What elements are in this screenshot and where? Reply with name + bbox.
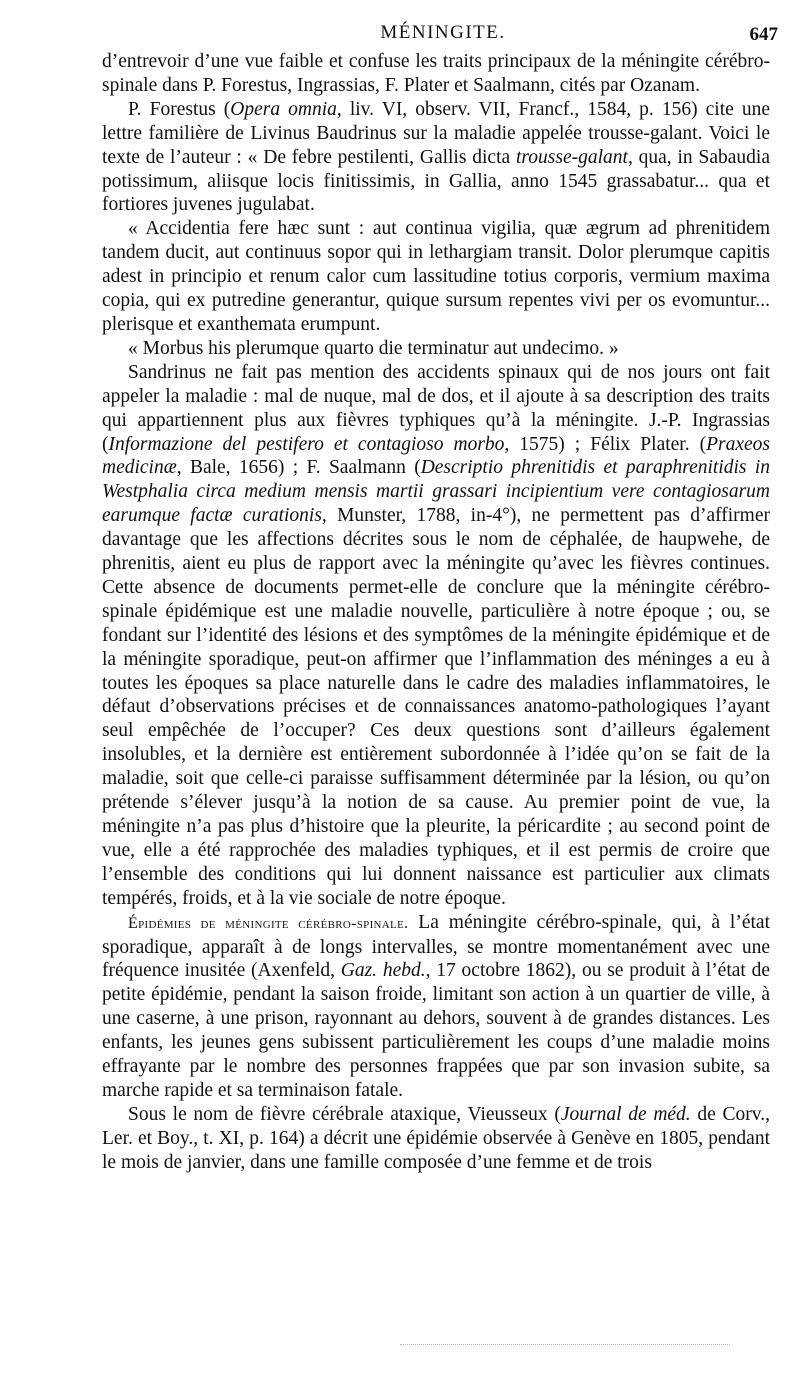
text-run: , Bale, 1656) ; F. Saalmann (: [176, 457, 421, 479]
italic-title: Praxeos medicinæ: [102, 433, 770, 479]
paragraph-1: d’entrevoir d’une vue faible et confuse les traits principaux de la méningite cérébro-spinale dans P. Forestus, Ingrassias, F. Plater et Saalmann, cités par Ozanam.: [102, 51, 770, 96]
italic-term: trousse-galant: [516, 146, 628, 168]
text-run: P. Forestus (: [128, 98, 231, 120]
paragraph-forestus: [102, 98, 770, 218]
italic-title: Gaz. hebd.: [340, 960, 426, 982]
paragraph-morbus: « Morbus his plerumque quarto die terminatur aut undecimo. »: [128, 337, 619, 359]
text-run: Sandrinus ne fait pas mention des accidents spinaux qui de nos jours ont fait appeler la maladie : mal de nuque, mal de dos, et il ajoute à sa description des traits qui appartiennent plus aux fièvres typhiques qu’à la méningite. J.-P. Ingrassias (: [102, 361, 770, 455]
body-text: [102, 50, 770, 1175]
text-run: La méningite cérébro-spinale, qui, à l’état sporadique, apparaît à de longs intervalles, se montre momentanément avec une fréquence inusitée (Axenfeld,: [102, 911, 770, 982]
page-bottom-artifact: [400, 1344, 730, 1345]
text-run: , 17 octobre 1862), ou se produit à l’état de petite épidémie, pendant la saison froide, limitant son action à un quartier de ville, à une caserne, à une prison, rayonnant au dehors, souvent à de grandes distances. Les enfants, les jeunes gens subissent particulièrement les coups d’une maladie moins effrayante par le nombre des personnes frappées que par son invasion subite, sa marche rapide et sa terminaison fatale.: [102, 960, 771, 1101]
text-run: de Corv., Ler. et Boy., t. XI, p. 164) a décrit une épidémie observée à Genève en 1805, pendant le mois de janvier, dans une famille composée d’une femme et de trois: [102, 1103, 771, 1173]
text-run: , 1575) ; Félix Plater. (: [504, 433, 707, 455]
running-title: MÉNINGITE.: [380, 22, 506, 43]
text-run: Sous le nom de fièvre cérébrale ataxique, Vieusseux (: [128, 1103, 561, 1125]
text-run: , qua, in Sabaudia potissimum, aliisque locis finitissimis, in Gallia, anno 1545 grassabatur... qua et fortiores juvenes jugulabat.: [102, 146, 770, 216]
text-run: , Munster, 1788, in-4°), ne permettent pas d’affirmer davantage que les affections décrites sous le nom de céphalée, de haupwehe, de phrenitis, aient eu plus de rapport avec la méningite qu’avec les fièvres continues. Cette absence de documents permet-elle de conclure que la méningite cérébro-spinale épidémique est une maladie nouvelle, particulière à notre époque ; ou, se fondant sur l’identité des lésions et des symptômes de la méningite épidémique et de la méningite sporadique, peut-on affirmer que l’inflammation des méninges a eu à toutes les époques sa place naturelle dans le cadre des maladies inflammatoires, le défaut d’observations précises et de connaissances anatomo-pathologiques l’ayant seul empêchée de l’occuper? Ces deux questions sont d’ailleurs également insolubles, et la dernière est entièrement subordonnée à l’idée qu’on se fait de la maladie, soit que celle-ci paraisse suffisamment déterminée par la lésion, ou qu’on prétende s’élever jusqu’à la notion de sa cause. Au premier point de vue, la méningite n’a pas plus d’histoire que la pleurite, la péricardite ; au second point de vue, elle a été rapprochée des maladies typhiques, et il est permis de croire que l’ensemble des conditions qui lui donnent naissance est particulier aux climats tempérés, froids, et à la vie sociale de notre époque.: [102, 505, 770, 909]
page-header: [108, 22, 778, 48]
paragraph-vieusseux: [102, 1103, 770, 1175]
italic-title: Informazione del pestifero et contagioso morbo: [108, 433, 505, 455]
paragraph-epidemies: [102, 911, 770, 1103]
text-run: , liv. VI, observ. VII, Francf., 1584, p. 156) cite une lettre familière de Livinus Baudrinus sur la maladie appelée trousse-galant. Voici le texte de l’auteur : « De febre pestilenti, Gallis dicta: [102, 98, 771, 168]
italic-title: Journal de méd.: [560, 1103, 691, 1125]
paragraph-sandrinus: [102, 361, 770, 911]
section-heading: Épidémies de méningite cérébro-spinale.: [128, 914, 409, 932]
italic-title: Opera omnia: [230, 98, 337, 120]
page-number: 647: [749, 24, 778, 45]
paragraph-accidentia: « Accidentia fere hæc sunt : aut continua vigilia, quæ ægrum ad phrenitidem tandem ducit, aut continuus sopor qui in lethargiam transit. Dolor plerumque capitis adest in principio et renum calor cum lassitudine totius corporis, vermium maxima copia, qui ex putredine generantur, quique sursum repentes vivi per os evomuntur... plerisque et exanthemata erumpunt.: [102, 218, 770, 335]
italic-title: Descriptio phrenitidis et paraphrenitidis in Westphalia circa medium mensis martii grassari incipientium vere contagiosarum earumque factæ curationis: [102, 457, 770, 527]
